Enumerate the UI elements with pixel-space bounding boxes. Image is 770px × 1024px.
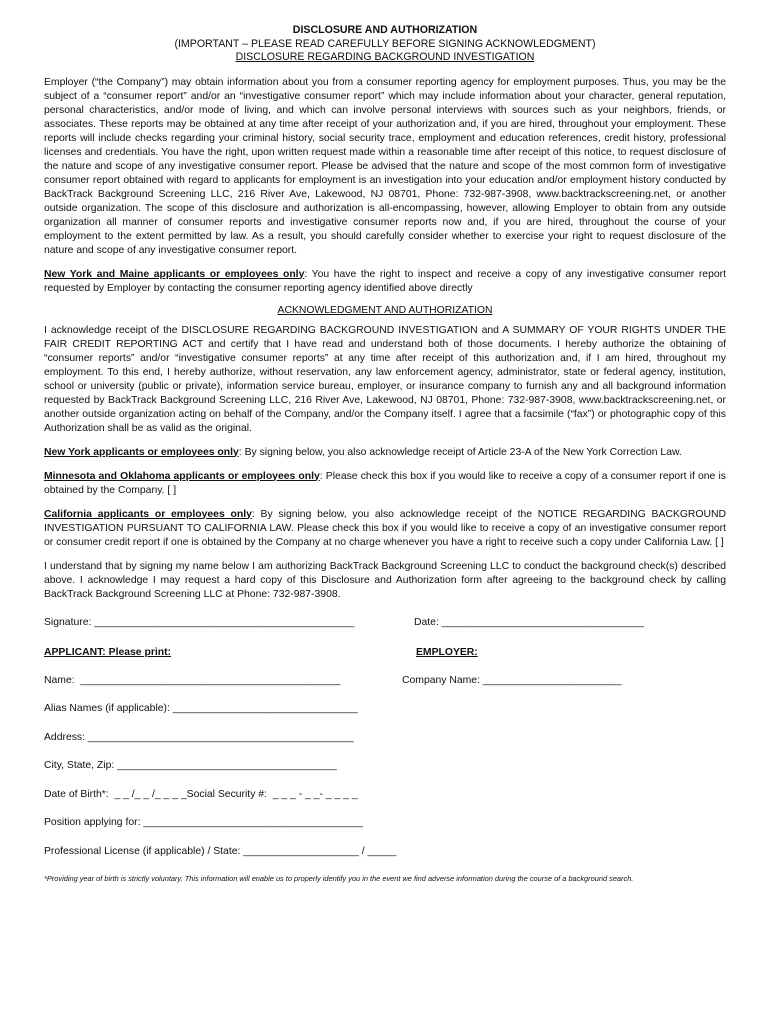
name-row	[44, 674, 726, 688]
mn-ok-text: : Please check this box if you would like to receive a copy of a consumer report if one is obtained by the Company. [ ]	[44, 470, 726, 496]
alias-names-field[interactable]: Alias Names (if applicable): ________________________________	[44, 703, 358, 715]
ca-label: California applicants or employees only	[44, 508, 252, 520]
ny-maine-text: : You have the right to inspect and receive a copy of any investigative consumer report requested by Employer by contacting the consumer reporting agency identified above directly	[44, 268, 726, 294]
applicant-heading: APPLICANT: Please print:	[44, 646, 172, 658]
position-field[interactable]: Position applying for: ______________________________________	[44, 817, 363, 829]
authorization-paragraph: I understand that by signing my name below I am authorizing BackTrack Background Screening LLC to conduct the background check(s) described above. I acknowledge I may request a hard copy of this Disclosure and Authorization form after agreeing to the background check by calling BackTrack Background Screening LLC at Phone: 732-987-3908.	[44, 560, 726, 600]
footnote: *Providing year of birth is strictly voluntary. This information will enable us to properly identify you in the event we find adverse information during the course of a background search.	[44, 873, 634, 883]
employer-heading: EMPLOYER:	[416, 646, 478, 658]
company-name-field[interactable]: Company Name: ________________________	[402, 674, 622, 686]
ack-heading: ACKNOWLEDGMENT AND AUTHORIZATION	[277, 304, 493, 316]
address-field[interactable]: Address: ______________________________________________	[44, 731, 354, 743]
ny-label: New York applicants or employees only	[44, 446, 239, 458]
disclosure-paragraph: Employer (“the Company”) may obtain information about you from a consumer reporting agency for employment purposes. Thus, you may be the subject of a “consumer report” and/or an “investigative consumer report” which may include information about your character, general reputation, personal characteristics, and/or mode of living, and which can involve personal interviews with sources such as your neighbors, friends, or associates. These reports may be obtained at any time after receipt of your authorization and, if you are hired, throughout your employment. These reports will include checks regarding your criminal history, social security trace, employment and education references, credit history, professional licenses and credentials. You have the right, upon written request made within a reasonable time after receipt of this notice, to request disclosure of the nature and scope of any investigative consumer report. Please be advised that the nature and scope of the most common form of investigative consumer report obtained with regard to applicants for employment is an investigation into your education and/or employment history conducted by BackTrack Background Screening LLC, 216 River Ave, Lakewood, NJ 08701, Phone: 732-987-3908, www.backtrackscreening.net, or another outside organization. The scope of this disclosure and authorization is all-encompassing, however, allowing Employer to obtain from any outside organization all manner of consumer reports and investigative consumer reports now and, if you are hired, throughout the course of your employment to the extent permitted by law. As a result, you should carefully consider whether to exercise your right to request disclosure of the nature and scope of any investigative consumer report.	[44, 76, 726, 256]
ca-text: : By signing below, you also acknowledge receipt of the NOTICE REGARDING BACKGROUND INVESTIGATION PURSUANT TO CALIFORNIA LAW. Please check this box if you would like to receive a copy of an investigative consumer report or consumer credit report if one is obtained by the Company at no charge whenever you have a right to receive such a copy under California Law. [ ]	[44, 508, 726, 548]
form-header	[44, 24, 726, 65]
signature-row	[44, 616, 726, 630]
date-field[interactable]: Date: ___________________________________	[414, 616, 644, 628]
ca-notice	[44, 508, 726, 550]
section-heading: DISCLOSURE REGARDING BACKGROUND INVESTIGATION	[235, 51, 535, 63]
form-subtitle: (IMPORTANT – PLEASE READ CAREFULLY BEFORE SIGNING ACKNOWLEDGMENT)	[174, 37, 596, 50]
form-title: DISCLOSURE AND AUTHORIZATION	[292, 24, 478, 36]
ny-maine-label: New York and Maine applicants or employees only	[44, 268, 305, 280]
ny-text: : By signing below, you also acknowledge receipt of Article 23-A of the New York Correction Law.	[238, 446, 682, 458]
signature-field[interactable]: Signature: _____________________________________________	[44, 616, 355, 628]
mn-ok-label: Minnesota and Oklahoma applicants or employees only	[44, 470, 320, 482]
applicant-fields	[44, 674, 726, 860]
ny-maine-notice	[44, 268, 726, 296]
ack-paragraph: I acknowledge receipt of the DISCLOSURE REGARDING BACKGROUND INVESTIGATION and A SUMMARY OF YOUR RIGHTS UNDER THE FAIR CREDIT REPORTING ACT and certify that I have read and understand both of those documents. I hereby authorize the obtaining of “consumer reports” and/or “investigative consumer reports” at any time after receipt of this authorization and, if I am hired, throughout my employment. To this end, I hereby authorize, without reservation, any law enforcement agency, administrator, state or federal agency, institution, school or university (public or private), information service bureau, employer, or insurance company to furnish any and all background information requested by BackTrack Background Screening LLC, 216 River Ave, Lakewood, NJ 08701, Phone: 732-987-3908, www.backtrackscreening.net, or another outside organization acting on behalf of the Company, and/or the Company itself. I agree that a facsimile (“fax”) or photographic copy of this Authorization shall be as valid as the original.	[44, 324, 726, 434]
license-field[interactable]: Professional License (if applicable) / State: ____________________ / _____	[44, 846, 397, 858]
name-field[interactable]: Name: _____________________________________________	[44, 674, 341, 686]
mn-ok-notice	[44, 470, 726, 498]
dob-ssn-field[interactable]: Date of Birth*: _ _ /_ _ /_ _ _ _Social Security #: _ _ _ - _ _- _ _ _ _	[44, 788, 358, 800]
party-headings	[44, 646, 726, 660]
ny-notice	[44, 446, 726, 460]
city-state-zip-field[interactable]: City, State, Zip: ______________________________________	[44, 760, 337, 772]
